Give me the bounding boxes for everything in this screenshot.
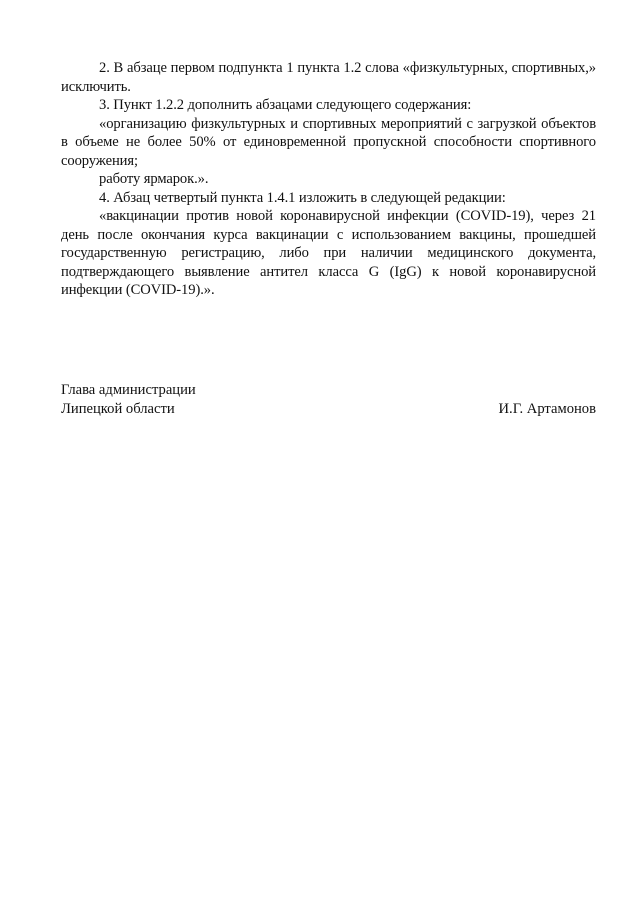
paragraph-quote-sports: «организацию физкультурных и спортивных мероприятий с загрузкой объектов в объеме не более 50% от единовременной пропускной способности спортивного сооружения;	[61, 115, 596, 169]
signatory-position-line2: Липецкой области	[61, 400, 175, 417]
paragraph-item-3: 3. Пункт 1.2.2 дополнить абзацами следующего содержания:	[99, 97, 472, 113]
paragraph-item-2: 2. В абзаце первом подпункта 1 пункта 1.2 слова «физкультурных, спортивных,» исключить.	[61, 60, 596, 95]
paragraph-fairs: работу ярмарок.».	[99, 171, 209, 187]
signature-block	[61, 381, 596, 418]
paragraph-quote-vaccination: «вакцинации против новой коронавирусной инфекции (COVID-19), через 21 день после окончания курса вакцинации с использованием вакцины, прошедшей государственную регистрацию, либо при наличии медицинского документа, подтверждающего выявление антител класса G (IgG) к новой коронавирусной инфекции (COVID-19).».	[61, 208, 596, 298]
signature-line-1	[61, 381, 596, 400]
signatory-position-line1: Глава администрации	[61, 382, 196, 398]
paragraph-item-4: 4. Абзац четвертый пункта 1.4.1 изложить в следующей редакции:	[99, 189, 506, 206]
document-body	[61, 59, 596, 300]
signatory-name: И.Г. Артамонов	[498, 400, 596, 417]
signature-line-2	[61, 400, 596, 419]
